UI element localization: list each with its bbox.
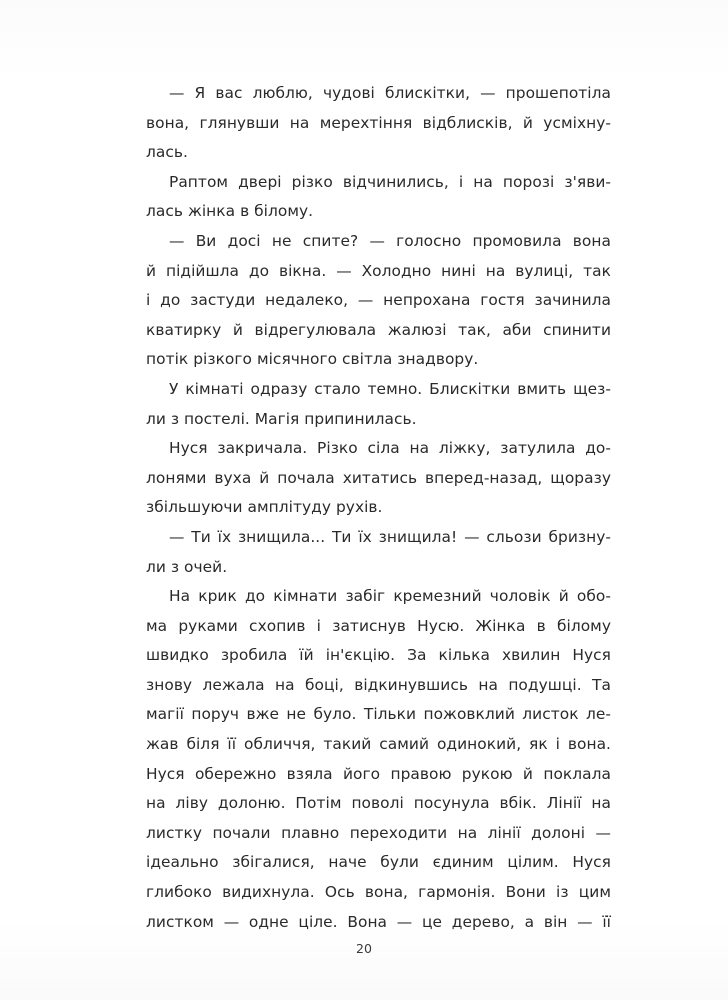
text-line: швидко зробила їй ін'єкцію. За кілька хвилин Нуся [146, 646, 611, 665]
text-line: знову лежала на боці, відкинувшись на подушці. Та [146, 675, 611, 694]
text-line: ли з постелі. Магія припинилась. [146, 409, 417, 428]
text-line: глибоко видихнула. Ось вона, гармонія. Вони із цим [146, 883, 611, 902]
page-number: 20 [356, 941, 372, 956]
text-line: ли з очей. [146, 557, 228, 576]
text-line: кватирку й відрегулювала жалюзі так, аби спинити [146, 320, 611, 339]
text-line: лонями вуха й почала хитатись вперед-назад, щоразу [146, 468, 611, 487]
text-line: на ліву долоню. Потім поволі посунула вбік. Лінії на [146, 794, 611, 813]
text-line: й підійшла до вікна. — Холодно нині на вулиці, так [146, 261, 611, 280]
text-line: ідеально збігалися, наче були єдиним цілим. Нуся [146, 853, 611, 872]
body-text [146, 79, 611, 937]
text-line: Нуся обережно взяла його правою рукою й поклала [146, 764, 611, 783]
text-line: Нуся закричала. Різко сіла на ліжку, затулила до- [169, 439, 611, 458]
text-line: збільшуючи амплітуду рухів. [146, 498, 383, 517]
text-line: лась жінка в білому. [146, 202, 314, 221]
text-line: і до застуди недалеко, — непрохана гостя зачинила [146, 291, 611, 310]
text-line: магії поруч вже не було. Тільки пожовклий листок ле- [146, 705, 611, 724]
text-line: — Ви досі не спите? — голосно промовила вона [169, 231, 611, 250]
text-line: — Ти їх знищила... Ти їх знищила! — сльози бризну- [169, 527, 611, 546]
text-line: ма руками схопив і затиснув Нусю. Жінка в білому [146, 616, 611, 635]
text-line: листку почали плавно переходити на лінії долоні — [146, 823, 611, 842]
text-line: — Я вас люблю, чудові блискітки, — прошепотіла [169, 84, 611, 102]
text-line: жав біля її обличчя, такий самий одинокий, як і вона. [146, 735, 611, 754]
text-line: листком — одне ціле. Вона — це дерево, а він — її [146, 912, 611, 931]
text-line: вона, глянувши на мерехтіння відблисків, й усміхну- [146, 113, 611, 132]
text-line: У кімнаті одразу стало темно. Блискітки вмить щез- [169, 379, 611, 398]
text-line: На крик до кімнати забіг кремезний чоловік й обо- [169, 587, 611, 606]
text-line: потік різкого місячного світла знадвору. [146, 350, 479, 369]
text-line: лась. [146, 143, 188, 162]
text-line: Раптом двері різко відчинились, і на порозі з'яви- [169, 172, 611, 191]
